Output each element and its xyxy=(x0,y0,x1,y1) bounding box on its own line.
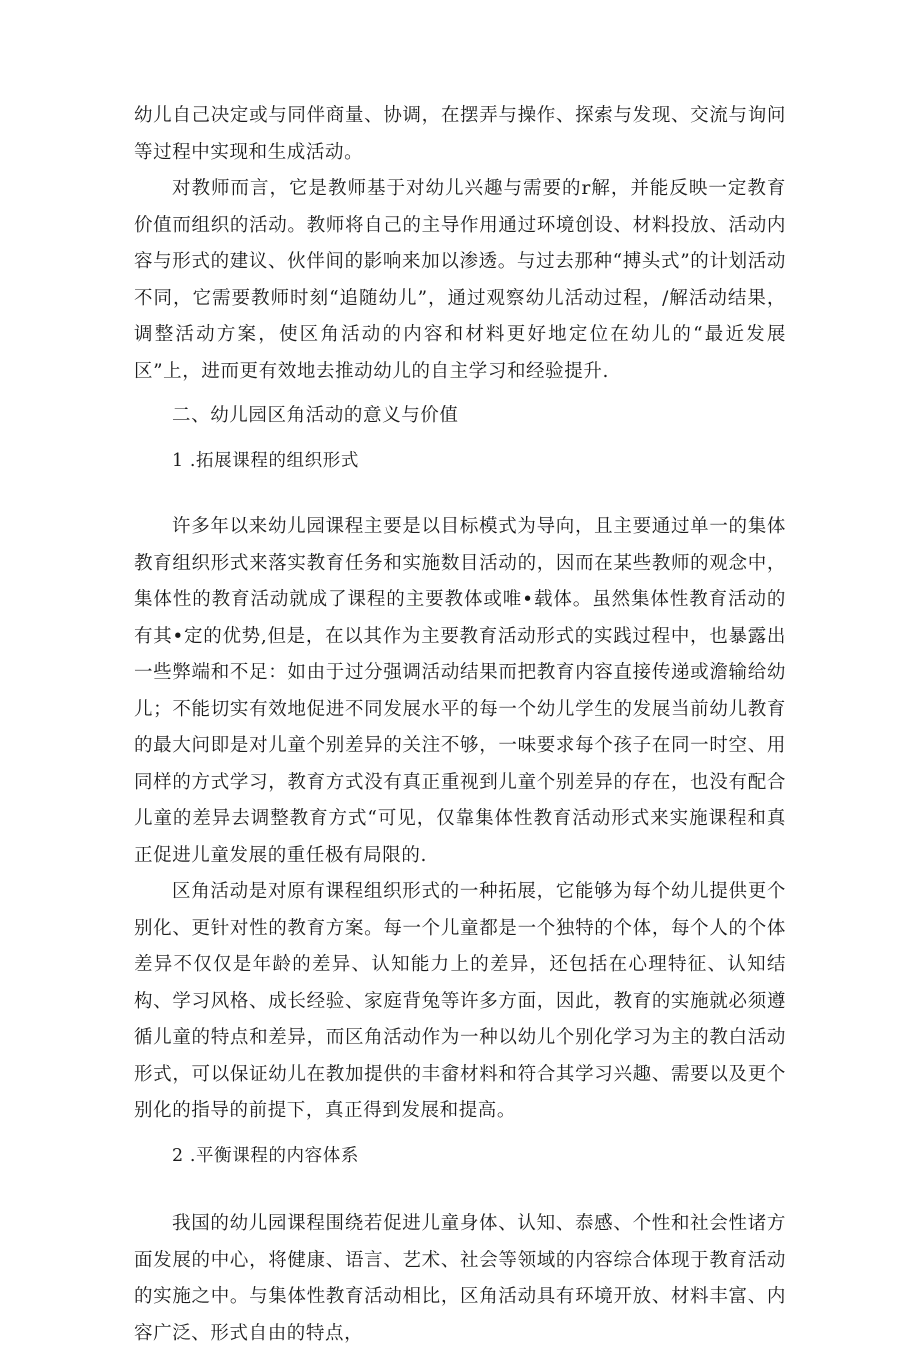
spacer xyxy=(134,479,786,509)
spacer xyxy=(134,1130,786,1138)
spacer xyxy=(134,390,786,398)
paragraph-collective-teaching: 许多年以来幼儿园课程主要是以目标模式为导向，且主要通过单一的集体教育组织形式来落实教育任务和实施数目活动的，因而在某些教师的观念中，集体性的教育活动就成了课程的主要教体或唯•载体。虽然集体性教育活动的有其•定的优势,但是，在以其作为主要教育活动形式的实践过程中，也暴露出一些弊端和不足：如由于过分强调活动结果而把教育内容直接传递或澹输给幼儿；不能切实有效地促进不同发展水平的每一个幼儿学生的发展当前幼儿教育的最大问即是对儿童个别差异的关注不够，一味要求每个孩子在同一时空、用同样的方式学习，教育方式没有真正重视到儿童个别差异的存在，也没有配合儿童的差异去调整教育方式“可见，仅靠集体性教育活动形式来实施课程和真正促进儿童发展的重任极有局限的. xyxy=(134,516,786,866)
spacer xyxy=(134,435,786,443)
paragraph-teacher-role: 对教师而言，它是教师基于对幼儿兴趣与需要的r解，并能反映一定教育价值而组织的活动。教师将自己的主导作用通过环境创设、材料投放、活动内容与形式的建议、伙伴间的影响来加以渗透。与过去那种“搏头式”的计划活动不同，它需要教师时刻“追随幼儿”，通过观察幼儿活动过程，/解活动结果，调整活动方案，使区角活动的内容和材料更好地定位在幼儿的“最近发展区”上，进而更有效地去推动幼儿的自主学习和经验提升. xyxy=(134,178,786,382)
subsection-heading-2: 2 .平衡课程的内容体系 xyxy=(172,1145,359,1166)
subsection-heading-1: 1 .拓展课程的组织形式 xyxy=(172,450,359,471)
paragraph-continuation: 幼儿自己决定或与同伴商量、协调，在摆弄与操作、探索与发现、交流与询问等过程中实现和生成活动。 xyxy=(134,105,786,163)
section-heading-significance: 二、幼儿园区角活动的意义与价值 xyxy=(172,405,459,426)
paragraph-curriculum-balance: 我国的幼儿园课程围绕若促进儿童身体、认知、㤗感、个性和社会性诸方面发展的中心，将健康、语言、艺术、社会等领域的内容综合体现于教育活动的实施之中。与集体性教育活动相比，区角活动具有环境开放、材料丰富、内容广泛、形式自由的特点， xyxy=(134,1213,786,1344)
spacer xyxy=(134,1174,786,1206)
paragraph-corner-activity-extension: 区角活动是对原有课程组织形式的一种拓展，它能够为每个幼儿提供更个别化、更针对性的教育方案。每一个儿童都是一个独特的个体，每个人的个体差异不仅仅是年龄的差异、认知能力上的差异，还包括在心理特征、认知结构、学习风格、成长经验、家庭背兔等许多方面，因此，教育的实施就必须遵循儿童的特点和差异，而区角活动作为一种以幼儿个别化学习为主的教白活动形式，可以保证幼儿在教加提供的丰畲材料和符合其学习兴趣、需要以及更个别化的指导的前提下，真正得到发展和提高。 xyxy=(134,881,786,1121)
document-body xyxy=(134,98,786,1352)
